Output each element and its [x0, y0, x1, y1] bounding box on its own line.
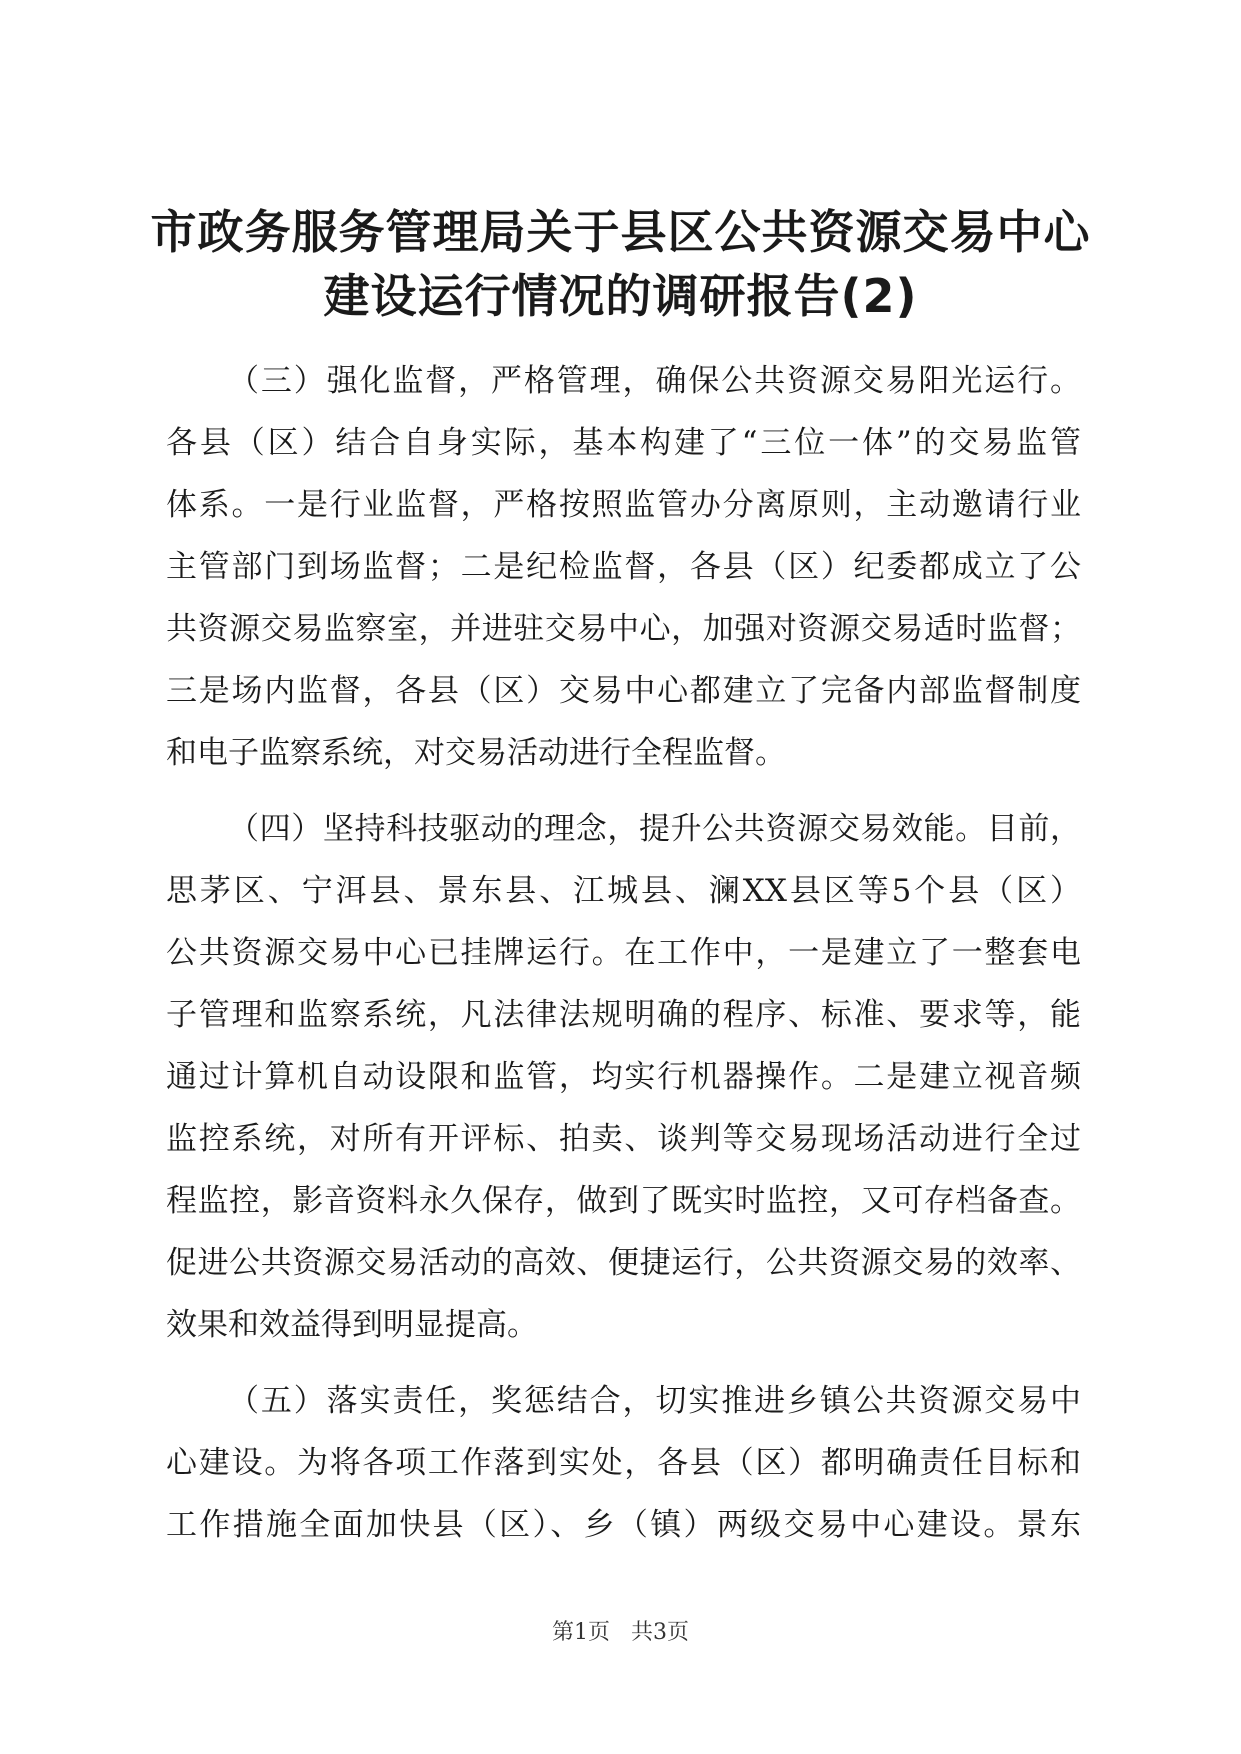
- paragraph-line: （四）坚持科技驱动的理念，提升公共资源交易效能。目前，: [228, 811, 1081, 847]
- paragraph-line: （五）落实责任，奖惩结合，切实推进乡镇公共资源交易中: [228, 1383, 1081, 1419]
- paragraph-5: [166, 1370, 1081, 1556]
- paragraph-line: 思茅区、宁洱县、景东县、江城县、澜XX县区等5个县（区）: [166, 873, 1081, 909]
- document-body: [166, 350, 1081, 1556]
- paragraph-line: 子管理和监察系统，凡法律法规明确的程序、标准、要求等，能: [166, 997, 1081, 1033]
- paragraph-line: （三）强化监督，严格管理，确保公共资源交易阳光运行。: [228, 363, 1081, 399]
- paragraph-line: 三是场内监督，各县（区）交易中心都建立了完备内部监督制度: [166, 673, 1081, 709]
- paragraph-line: 通过计算机自动设限和监管，均实行机器操作。二是建立视音频: [166, 1059, 1081, 1095]
- title-line-1: 市政务服务管理局关于县区公共资源交易中心: [150, 205, 1091, 259]
- paragraph-line: 各县（区）结合自身实际，基本构建了“三位一体”的交易监管: [166, 425, 1081, 461]
- paragraph-line: 共资源交易监察室，并进驻交易中心，加强对资源交易适时监督；: [166, 611, 1081, 647]
- paragraph-3: [166, 350, 1081, 784]
- document-title: [120, 200, 1121, 328]
- paragraph-4: [166, 798, 1081, 1356]
- page-footer: [0, 1615, 1241, 1646]
- paragraph-line: 促进公共资源交易活动的高效、便捷运行，公共资源交易的效率、: [166, 1245, 1081, 1281]
- paragraph-line: 体系。一是行业监督，严格按照监管办分离原则，主动邀请行业: [166, 487, 1081, 523]
- paragraph-line: 和电子监察系统，对交易活动进行全程监督。: [166, 735, 786, 771]
- paragraph-line: 工作措施全面加快县（区）、乡（镇）两级交易中心建设。景东: [166, 1507, 1081, 1543]
- page-total: 共3页: [631, 1620, 689, 1645]
- paragraph-line: 心建设。为将各项工作落到实处，各县（区）都明确责任目标和: [166, 1445, 1081, 1481]
- paragraph-line: 主管部门到场监督；二是纪检监督，各县（区）纪委都成立了公: [166, 549, 1081, 585]
- paragraph-line: 公共资源交易中心已挂牌运行。在工作中，一是建立了一整套电: [166, 935, 1081, 971]
- paragraph-line: 程监控，影音资料永久保存，做到了既实时监控，又可存档备查。: [166, 1183, 1081, 1219]
- page-number: 第1页: [552, 1620, 610, 1645]
- paragraph-line: 效果和效益得到明显提高。: [166, 1307, 538, 1343]
- paragraph-line: 监控系统，对所有开评标、拍卖、谈判等交易现场活动进行全过: [166, 1121, 1081, 1157]
- title-line-2: 建设运行情况的调研报告(2): [323, 269, 918, 323]
